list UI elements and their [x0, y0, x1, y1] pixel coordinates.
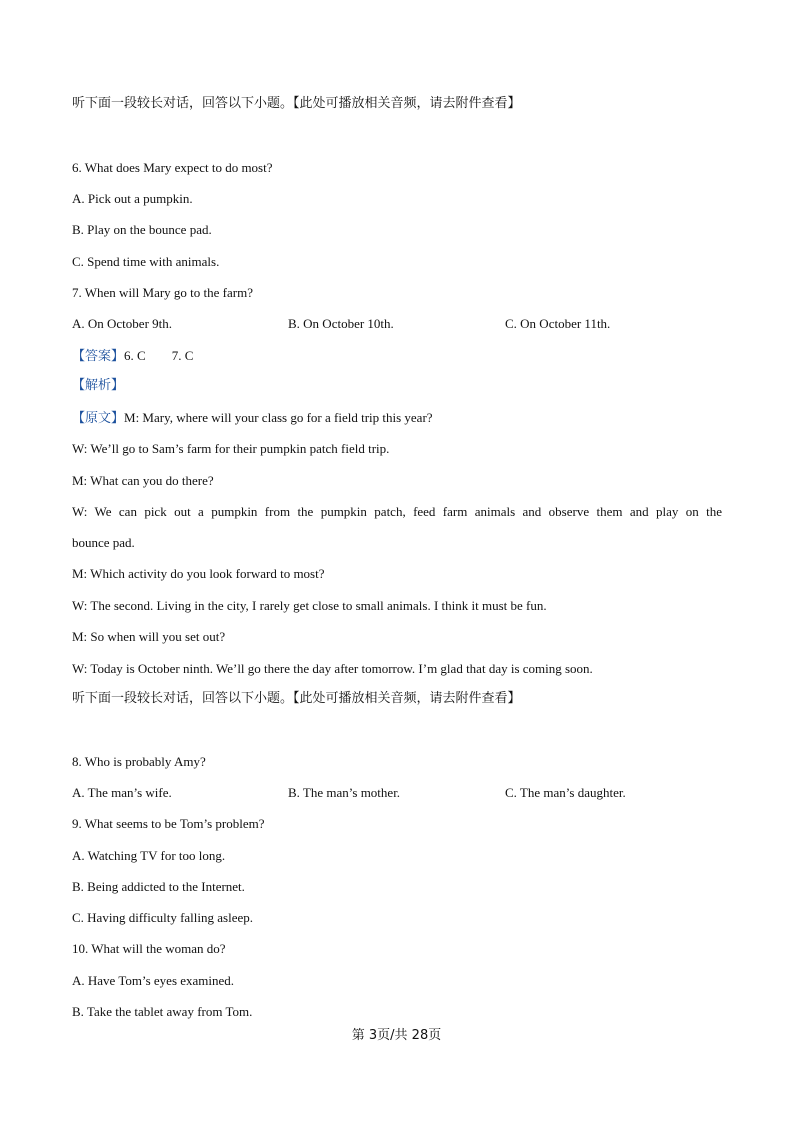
question-7-option-c: C. On October 11th.	[505, 316, 611, 331]
transcript-line-3: M: What can you do there?	[72, 473, 214, 488]
transcript-line-6: W: The second. Living in the city, I rarely get close to small animals. I think it must be fun.	[72, 598, 547, 613]
question-7-option-b: B. On October 10th.	[288, 316, 394, 331]
question-6: 6. What does Mary expect to do most?	[72, 160, 273, 175]
transcript-line-1-text: M: Mary, where will your class go for a field trip this year?	[124, 410, 433, 425]
transcript-line-7: M: So when will you set out?	[72, 629, 226, 644]
transcript-line-4b: bounce pad.	[72, 535, 135, 550]
question-9-option-c: C. Having difficulty falling asleep.	[72, 910, 253, 925]
question-10-option-a: A. Have Tom’s eyes examined.	[72, 973, 235, 988]
question-9: 9. What seems to be Tom’s problem?	[72, 816, 265, 831]
question-8: 8. Who is probably Amy?	[72, 754, 206, 769]
question-8-option-a: A. The man’s wife.	[72, 785, 172, 800]
transcript-label: 【原文】	[72, 411, 125, 426]
question-8-option-b: B. The man’s mother.	[288, 785, 401, 800]
transcript-line-4a: W: We can pick out a pumpkin from the pumpkin patch, feed farm animals and observe them and play on the	[72, 504, 722, 519]
question-7: 7. When will Mary go to the farm?	[72, 285, 253, 300]
question-8-option-c: C. The man’s daughter.	[505, 785, 626, 800]
question-7-option-a: A. On October 9th.	[72, 316, 173, 331]
transcript-line-2: W: We’ll go to Sam’s farm for their pumpkin patch field trip.	[72, 441, 390, 456]
listening-instruction-1: 听下面一段较长对话，回答以下小题。【此处可播放相关音频，请去附件查看】	[72, 96, 521, 111]
question-9-option-a: A. Watching TV for too long.	[72, 848, 226, 863]
answer-7: 7. C	[171, 348, 194, 363]
answer-label: 【答案】	[72, 349, 125, 364]
question-10: 10. What will the woman do?	[72, 941, 226, 956]
transcript-line-1	[72, 410, 433, 427]
transcript-line-5: M: Which activity do you look forward to most?	[72, 566, 325, 581]
question-9-option-b: B. Being addicted to the Internet.	[72, 879, 245, 894]
page-footer	[0, 1027, 793, 1044]
analysis-label: 【解析】	[72, 378, 125, 393]
question-6-option-b: B. Play on the bounce pad.	[72, 222, 212, 237]
transcript-line-8: W: Today is October ninth. We’ll go there the day after tomorrow. I’m glad that day is coming soon.	[72, 661, 593, 676]
page-number: 第 3页/共 28页	[351, 1028, 442, 1043]
question-6-option-a: A. Pick out a pumpkin.	[72, 191, 193, 206]
question-10-option-b: B. Take the tablet away from Tom.	[72, 1004, 253, 1019]
answer-row	[72, 348, 193, 365]
answer-6: 6. C	[124, 348, 146, 363]
listening-instruction-2: 听下面一段较长对话，回答以下小题。【此处可播放相关音频，请去附件查看】	[72, 691, 521, 706]
question-6-option-c: C. Spend time with animals.	[72, 254, 220, 269]
